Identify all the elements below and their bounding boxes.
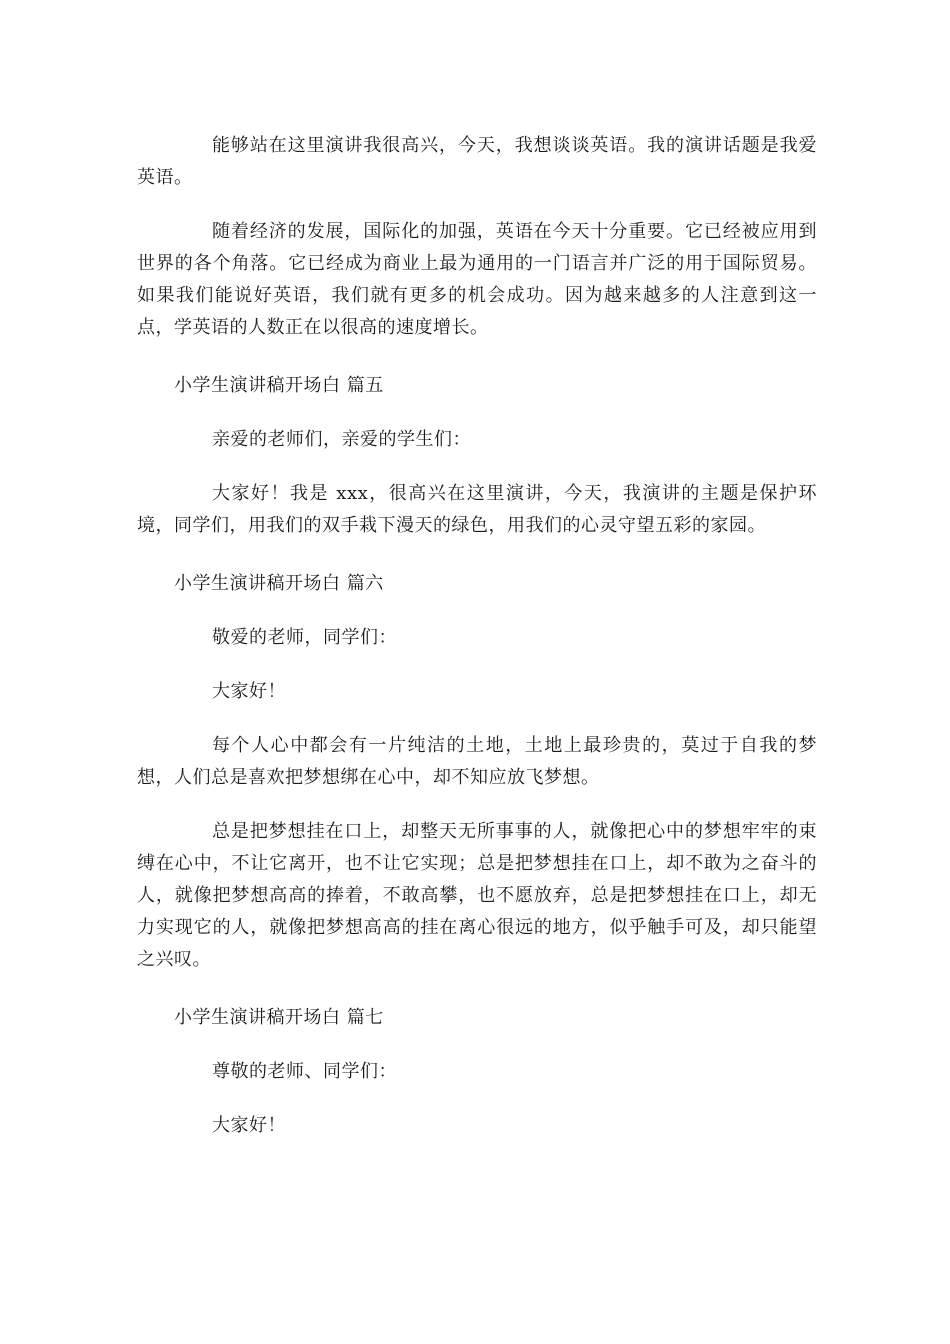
paragraph: 亲爱的老师们，亲爱的学生们： [212,429,471,450]
section-heading: 小学生演讲稿开场白 篇六 [174,573,384,594]
paragraph: 总是把梦想挂在口上，却整天无所事事的人，就像把心中的梦想牢牢的束缚在心中，不让它离开，也不让它实现；总是把梦想挂在口上，却不敢为之奋斗的人，就像把梦想高高的捧着，不敢高攀，也不愿放弃，总是把梦想挂在口上，却无力实现它的人，就像把梦想高高的挂在离心很远的地方，似乎触手可及，却只能望之兴叹。 [137,821,817,970]
document-page [137,130,817,1142]
paragraph: 大家好！ [212,681,286,702]
paragraph: 随着经济的发展，国际化的加强，英语在今天十分重要。它已经被应用到世界的各个角落。它已经成为商业上最为通用的一门语言并广泛的用于国际贸易。如果我们能说好英语，我们就有更多的机会成功。因为越来越多的人注意到这一点，学英语的人数正在以很高的速度增长。 [137,221,817,338]
paragraph: 每个人心中都会有一片纯洁的土地，土地上最珍贵的，莫过于自我的梦想，人们总是喜欢把梦想绑在心中，却不知应放飞梦想。 [137,735,817,788]
paragraph: 敬爱的老师，同学们： [212,627,397,648]
paragraph: 大家好！ [212,1115,286,1136]
section-heading: 小学生演讲稿开场白 篇五 [174,375,384,396]
paragraph: 尊敬的老师、同学们： [212,1061,397,1082]
paragraph: 大家好！我是 xxx，很高兴在这里演讲，今天，我演讲的主题是保护环境，同学们，用我们的双手栽下漫天的绿色，用我们的心灵守望五彩的家园。 [137,483,817,536]
section-heading: 小学生演讲稿开场白 篇七 [174,1007,384,1028]
paragraph: 能够站在这里演讲我很高兴，今天，我想谈谈英语。我的演讲话题是我爱英语。 [137,135,817,188]
